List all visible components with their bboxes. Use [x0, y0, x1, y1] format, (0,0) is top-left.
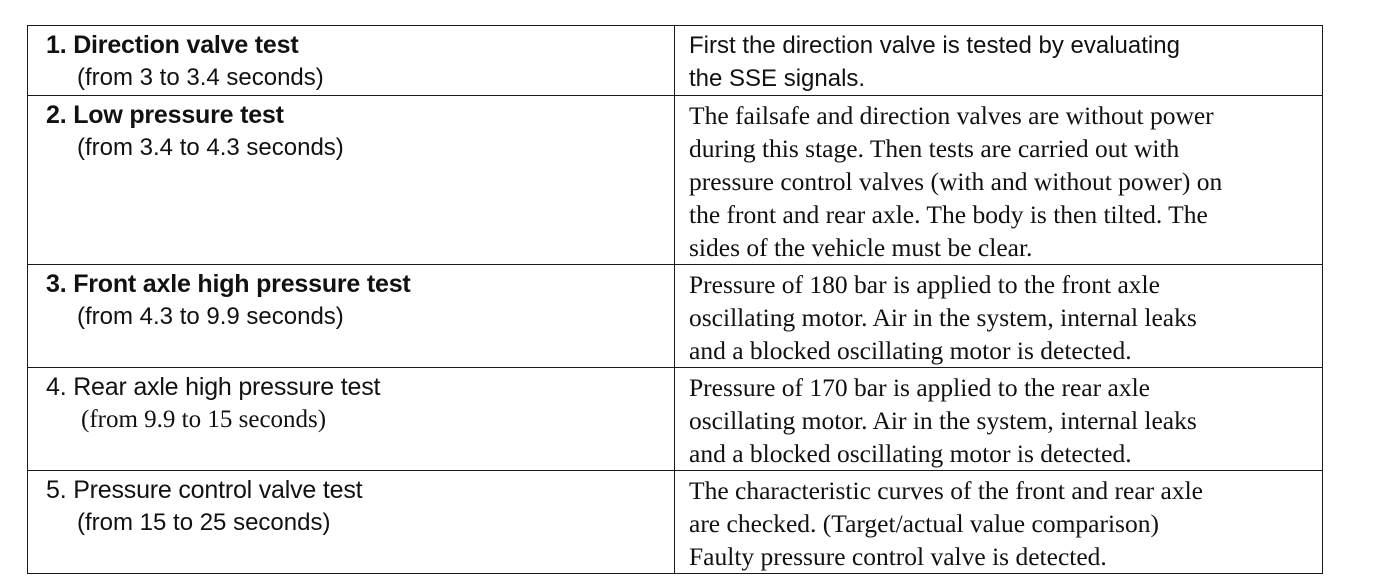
test-procedure-table: [27, 25, 1323, 574]
table-row: [28, 26, 1323, 96]
test-description-cell: [675, 368, 1323, 471]
table-row: [28, 368, 1323, 471]
test-description-cell: [675, 265, 1323, 368]
test-name-cell: [28, 26, 675, 96]
test-description: The characteristic curves of the front and rear axle are checked. (Target/actual value comparison) Faulty pressure control valve is detected.: [689, 476, 1203, 571]
test-name-cell: [28, 471, 675, 574]
test-title: 4. Rear axle high pressure test: [46, 373, 381, 401]
test-time-range: (from 3 to 3.4 seconds): [77, 64, 324, 91]
test-description-cell: [675, 96, 1323, 265]
test-time-range: (from 15 to 25 seconds): [77, 509, 331, 536]
test-description: First the direction valve is tested by evaluating the SSE signals.: [689, 32, 1180, 92]
test-description: Pressure of 180 bar is applied to the front axle oscillating motor. Air in the system, internal leaks and a blocked oscillating motor is detected.: [689, 270, 1197, 365]
test-name-cell: [28, 368, 675, 471]
test-description-cell: [675, 471, 1323, 574]
test-time-range: (from 4.3 to 9.9 seconds): [77, 303, 344, 330]
table-row: [28, 96, 1323, 265]
test-title: 5. Pressure control valve test: [46, 476, 363, 504]
test-title: 3. Front axle high pressure test: [46, 270, 411, 298]
table-row: [28, 265, 1323, 368]
table-row: [28, 471, 1323, 574]
test-name-cell: [28, 265, 675, 368]
test-time-range: (from 3.4 to 4.3 seconds): [77, 134, 344, 161]
test-name-cell: [28, 96, 675, 265]
test-description: Pressure of 170 bar is applied to the rear axle oscillating motor. Air in the system, internal leaks and a blocked oscillating motor is detected.: [689, 373, 1197, 468]
test-title: 1. Direction valve test: [46, 31, 299, 59]
test-description: The failsafe and direction valves are without power during this stage. Then tests are carried out with pressure control valves (with and without power) on the front and rear axle. The body is then tilted. The sides of the vehicle must be clear.: [689, 101, 1223, 262]
test-title: 2. Low pressure test: [46, 101, 284, 129]
test-description-cell: [675, 26, 1323, 96]
test-time-range: (from 9.9 to 15 seconds): [81, 406, 327, 433]
